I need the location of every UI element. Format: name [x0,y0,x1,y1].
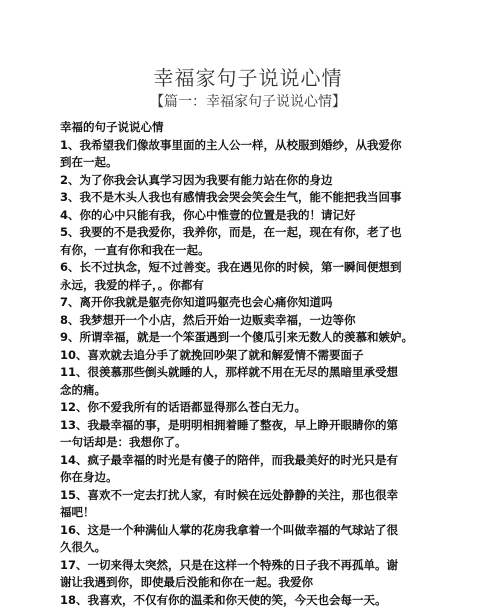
body-text-line: 久很久。 [60,539,448,557]
body-text-line: 3、我不是木头人我也有感情我会哭会笑会生气，能不能把我当回事 [60,189,448,207]
body-text-line: 一句话却是：我想你了。 [60,434,448,452]
body-text-line: 17、一切来得太突然，只是在这样一个特殊的日子我不再孤单。谢 [60,557,448,575]
body-text-line: 4、你的心中只能有我，你心中惟壹的位置是我的！请记好 [60,207,448,225]
body-text-line: 12、你不爱我所有的话语都显得那么苍白无力。 [60,399,448,417]
body-text-line: 2、为了你我会认真学习因为我要有能力站在你的身边 [60,172,448,190]
body-text-line: 16、这是一个种满仙人掌的花房我拿着一个叫做幸福的气球站了很 [60,522,448,540]
document-title: 幸福家句子说说心情 [0,62,496,91]
body-text-line: 9、所谓幸福，就是一个笨蛋遇到一个傻瓜引来无数人的羡慕和嫉妒。 [60,329,448,347]
body-text-line: 10、喜欢就去追分手了就挽回吵架了就和解爱情不需要面子 [60,347,448,365]
body-text-line: 到在一起。 [60,154,448,172]
body-text-line: 8、我梦想开一个小店，然后开始一边贩卖幸福，一边等你 [60,312,448,330]
body-text-line: 7、离开你我就是躯壳你知道吗躯壳也会心痛你知道吗 [60,294,448,312]
document-subtitle: 【篇一：幸福家句子说说心情】 [0,91,496,111]
document-body [60,119,448,609]
body-text-line: 18、我喜欢，不仅有你的温柔和你天使的笑，今天也会每一天。 [60,592,448,609]
body-text-line: 6、长不过执念，短不过善变。我在遇见你的时候，第一瞬间便想到 [60,259,448,277]
body-text-line: 11、很羡慕那些倒头就睡的人，那样就不用在无尽的黑暗里承受想 [60,364,448,382]
body-text-line: 永远，我爱的样子，。你都有 [60,277,448,295]
body-text-line: 你在身边。 [60,469,448,487]
section-heading: 幸福的句子说说心情 [60,119,448,137]
body-text-line: 1、我希望我们像故事里面的主人公一样，从校服到婚纱，从我爱你 [60,137,448,155]
body-text-line: 13、我最幸福的事，是明明相拥着睡了整夜，早上睁开眼睛你的第 [60,417,448,435]
body-text-line: 福吧！ [60,504,448,522]
body-text-line: 谢让我遇到你，即使最后没能和你在一起。我爱你 [60,574,448,592]
body-text-line: 念的痛。 [60,382,448,400]
body-text-line: 有你，一直有你和我在一起。 [60,242,448,260]
body-text-line: 15、喜欢不一定去打扰人家，有时候在远处静静的关注，那也很幸 [60,487,448,505]
body-text-line: 14、疯子最幸福的时光是有傻子的陪伴，而我最美好的时光只是有 [60,452,448,470]
body-text-line: 5、我要的不是我爱你，我养你，而是，在一起，现在有你，老了也 [60,224,448,242]
